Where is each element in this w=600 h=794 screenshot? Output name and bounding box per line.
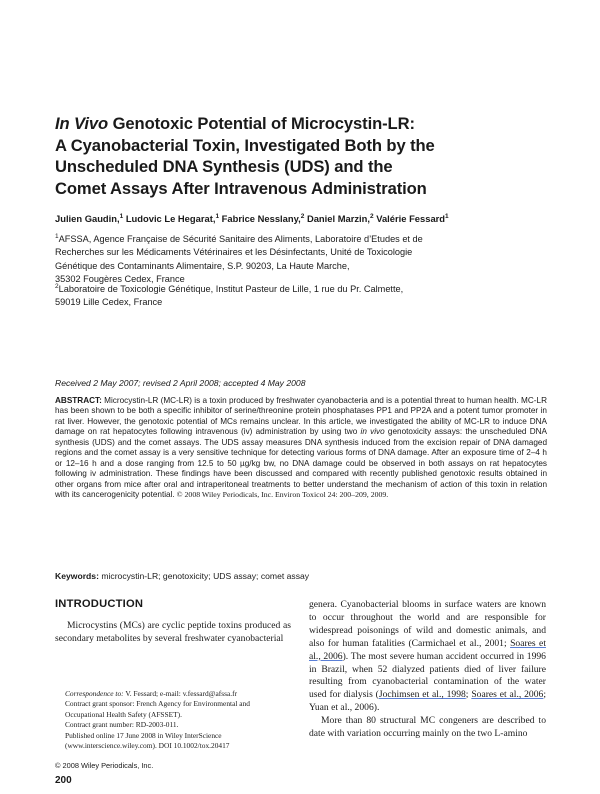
- abstract-copyright: © 2008 Wiley Periodicals, Inc. Environ Toxicol 24: 200–209, 2009.: [174, 490, 389, 500]
- author: Daniel Marzin,$^2$: [306, 212, 374, 224]
- intro-left-column: [55, 620, 291, 646]
- citation-link[interactable]: Soares et al., 2006: [471, 689, 544, 701]
- author: Fabrice Nesslany,$^2$: [221, 212, 305, 224]
- affiliation-1: $^1$AFSSA, Agence Française de Sécurité Sanitaire des Aliments, Laboratoire d’Etudes et de Recherches sur les Médicaments Vétérinaires et les Désinfectants, Unité de Toxicologie Génétique des Contaminants Alimentaire, S.P. 90203, La Haute Marche, 35302 Fougères Cedex, France: [55, 232, 423, 285]
- intro-right-column: [309, 599, 546, 741]
- paragraph: More than 80 structural MC congeners are described to date with variation occurring mainly on the two L-amino: [309, 715, 546, 740]
- title-line-1: In Vivo Genotoxic Potential of Microcystin-LR:: [55, 114, 415, 133]
- received-dates: Received 2 May 2007; revised 2 April 2008; accepted 4 May 2008: [55, 378, 306, 388]
- citation-link[interactable]: Jochimsen et al., 1998: [378, 689, 466, 701]
- title-line-3: Unscheduled DNA Synthesis (UDS) and the: [55, 157, 393, 177]
- title-italic: In Vivo: [55, 114, 109, 133]
- abstract-label: ABSTRACT:: [55, 396, 102, 405]
- title-line-4: Comet Assays After Intravenous Administration: [55, 178, 427, 198]
- footer-copyright: © 2008 Wiley Periodicals, Inc.: [55, 761, 154, 770]
- paragraph: genera. Cyanobacterial blooms in surface waters are known to occur throughout the world and are responsible for widespread poisonings of wild and domestic animals, and also for human fatalities (Carmichael et al., 2001; Soares et al., 2006). The most severe human accident occurred in 1996 in Brazil, when 52 dialyzed patients died of liver failure resulting from cyanobacterial contamination of the water used for dialysis (Jochimsen et al., 1998; Soares et al., 2006; Yuan et al., 2006).: [309, 599, 546, 714]
- affiliation-2: $^2$Laboratoire de Toxicologie Génétique, Institut Pasteur de Lille, 1 rue du Pr. Calmette, 59019 Lille Cedex, France: [55, 282, 404, 308]
- footnotes: Correspondence to: V. Fessard; e-mail: v.fessard@afssa.fr Contract grant sponsor: French Agency for Environmental and Occupational Health Safety (AFSSET). Contract grant number: RD-2003-011. Published online 17 June 2008 in Wiley InterScience (www.interscience.wiley.com). DOI 10.1002/tox.20417: [65, 689, 250, 751]
- author-list: [55, 213, 555, 225]
- keywords: Keywords: microcystin-LR; genotoxicity; UDS assay; comet assay: [55, 571, 310, 581]
- paragraph: Microcystins (MCs) are cyclic peptide toxins produced as secondary metabolites by several freshwater cyanobacterial: [55, 620, 291, 644]
- title-line-2: A Cyanobacterial Toxin, Investigated Both by the: [55, 135, 435, 155]
- article-title: [55, 113, 555, 199]
- page-number: 200: [55, 775, 72, 786]
- author: Ludovic Le Hegarat,$^1$: [125, 212, 220, 224]
- citation-link[interactable]: Soares et al., 2006: [309, 637, 546, 662]
- section-heading-introduction: INTRODUCTION: [55, 598, 144, 610]
- author: Valérie Fessard$^1$: [376, 212, 449, 224]
- abstract: ABSTRACT: Microcystin-LR (MC-LR) is a toxin produced by freshwater cyanobacteria and is a potential threat to human health. MC-LR has been shown to be both a specific inhibitor of serine/threonine protein phosphatases PP1 and PP2A and a potent tumor promoter in rat liver. However, the genotoxic potential of MCs remains unclear. In this article, we investigated the ability of MC-LR to induce DNA damage on rat hepatocytes following intravenous (iv) administration by using two in vivo genotoxicity assays: the unscheduled DNA synthesis (UDS) and the comet assays. The UDS assay measures DNA synthesis induced from the excision repair of DNA damaged regions and the comet assay is a very sensitive technique for detecting various forms of DNA damage. After an exposure time of 2–4 h or 12–16 h and a dose ranging from 12.5 to 50 µg/kg bw, no DNA damage could be observed in both assays on rat hepatocytes following iv administration. These findings have been discussed and compared with recently published genotoxic results obtained in other organs from mice after oral and intraperitoneal treatments to better understand the mechanism of action of this toxin in relation with its cancerogenicity potential. © 2008 Wiley Periodicals, Inc. Environ Toxicol 24: 200–209, 2009.: [55, 396, 547, 500]
- author: Julien Gaudin,$^1$: [55, 212, 124, 224]
